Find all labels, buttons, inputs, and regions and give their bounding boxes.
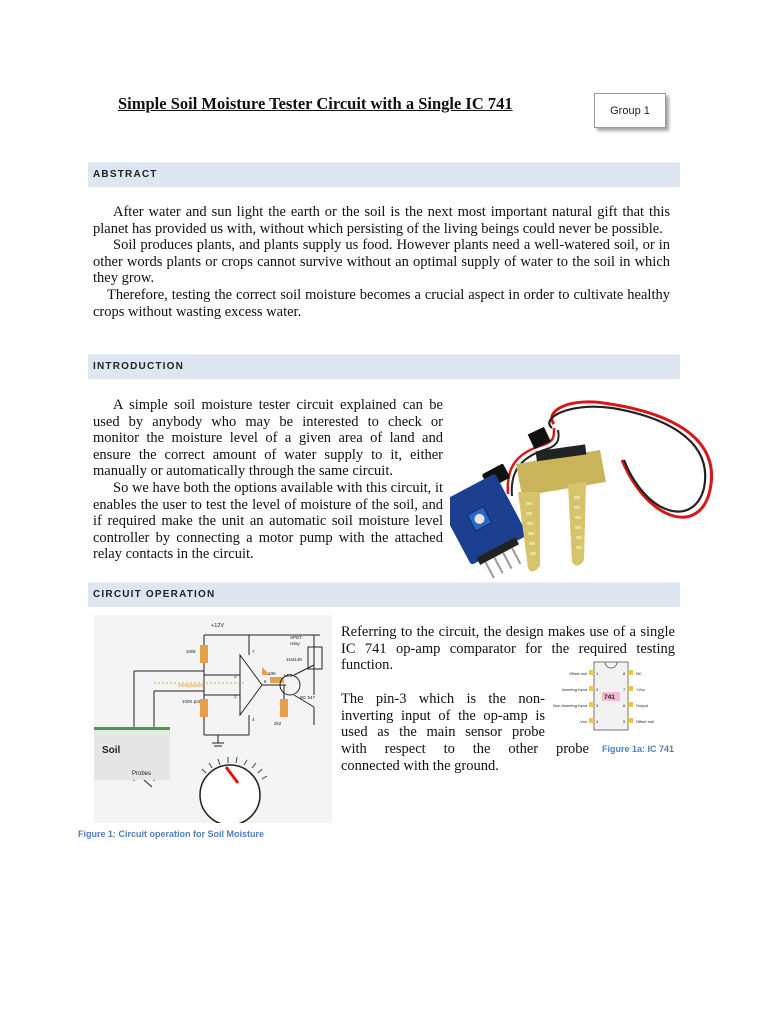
label-supply: +12V — [211, 623, 224, 629]
abstract-body — [93, 204, 670, 320]
ic-pin1-num: 1 — [596, 671, 599, 676]
label-relay: relay — [290, 641, 300, 646]
ic-pin4-name: -Vcc — [579, 719, 587, 724]
label-pot: 100K pot — [182, 699, 201, 704]
circuit-operation-paragraph-2-tail — [341, 741, 589, 774]
ic-pin4-num: 4 — [596, 719, 599, 724]
ic-pin3-name: Non-Inverting Input — [552, 703, 587, 708]
circuit-diagram — [94, 615, 332, 823]
label-transistor: BC 547 — [300, 695, 316, 700]
ic-pin8-name: NC — [636, 671, 642, 676]
circuit-operation-heading: CIRCUIT OPERATION — [93, 589, 216, 600]
soil-sensor-photo — [450, 398, 722, 580]
circuit-text-line-2: inverting input of the op-amp is — [341, 707, 545, 724]
ic-pin2-num: 2 — [596, 687, 599, 692]
ic-pin5-name: Offset null — [636, 719, 654, 724]
label-pin3: 3 — [234, 674, 237, 679]
label-pin6: 6 — [264, 679, 267, 684]
group-label-box — [594, 93, 666, 128]
ic-pin2-name: Inverting Input — [561, 687, 587, 692]
abstract-paragraph-3: Therefore, testing the correct soil moisture becomes a crucial aspect in order to cultivate healthy crops without wasting excess water. — [93, 286, 670, 320]
circuit-text-line-1: The pin-3 which is the non- — [341, 691, 545, 707]
document-title: Simple Soil Moisture Tester Circuit with a Single IC 741 — [118, 94, 513, 113]
ic-pin1-name: Offset null — [569, 671, 587, 676]
circuit-text-line-3: used as the main sensor probe — [341, 724, 545, 741]
abstract-heading: ABSTRACT — [93, 169, 158, 180]
introduction-heading: INTRODUCTION — [93, 361, 185, 372]
label-pin2: 2 — [234, 694, 237, 699]
circuit-text-line-5: connected with the ground. — [341, 757, 499, 774]
label-r-base: 10K — [268, 671, 277, 676]
label-r1: 100k — [186, 649, 196, 654]
circuit-text-line-4: with respect to the other probe — [341, 741, 589, 757]
ic-pin7-num: 7 — [623, 687, 626, 692]
label-soil: Soil — [102, 745, 121, 756]
ic-pin5-num: 5 — [623, 719, 626, 724]
ic-pin6-num: 6 — [623, 703, 626, 708]
ic-pin8-num: 8 — [623, 671, 626, 676]
label-led: LED — [284, 673, 293, 678]
abstract-paragraph-1: After water and sun light the earth or the soil is the next most important natural gift that this planet has provided us with, without which persisting of the living beings could never be possible. — [93, 204, 670, 237]
circuit-figure-caption: Figure 1: Circuit operation for Soil Moisture — [78, 829, 265, 839]
circuit-operation-heading-band — [88, 582, 680, 607]
ic741-pinout-figure — [550, 658, 672, 734]
circuit-operation-paragraph-1: Referring to the circuit, the design makes use of a single IC 741 op-amp comparator for the required testing function. — [341, 624, 675, 674]
label-r-bottom: 2k2 — [274, 721, 282, 726]
label-diode: 1N4148 — [286, 657, 302, 662]
introduction-paragraph-2: So we have both the options available with this circuit, it enables the user to test the level of moisture of the soil, and if required make the unit an automatic soil moisture level controller by connecting a motor pump with the attached relay contacts in the circuit. — [93, 479, 443, 563]
introduction-heading-band — [88, 354, 680, 379]
ic-pin6-name: Output — [636, 703, 649, 708]
abstract-heading-band — [88, 162, 680, 187]
introduction-paragraph-1: A simple soil moisture tester circuit explained can be used by anybody who may be interested to check or monitor the moisture level of a given area of land and ensure the correct amount of water supply to it, either manually or automatically through the same circuit. — [93, 397, 443, 480]
introduction-body — [93, 397, 443, 563]
group-label: Group 1 — [610, 104, 650, 117]
label-watermark: swagatam — [178, 683, 204, 689]
ic-chip-label: 741 — [604, 694, 615, 701]
ic-pin3-num: 3 — [596, 703, 599, 708]
circuit-operation-paragraph-2 — [341, 691, 545, 741]
label-pin7: 7 — [252, 649, 255, 654]
ic741-figure-caption: Figure 1a: IC 741 — [602, 744, 675, 754]
label-probes: Probes — [132, 771, 152, 777]
label-spdt: SPDT — [290, 635, 303, 640]
abstract-paragraph-2: Soil produces plants, and plants supply us food. However plants need a well-watered soil, or in other words plants or crops cannot survive without an optimal supply of water to the soil in which they grow. — [93, 237, 670, 287]
label-pin4: 4 — [252, 717, 255, 722]
ic-pin7-name: +Vcc — [636, 687, 646, 692]
